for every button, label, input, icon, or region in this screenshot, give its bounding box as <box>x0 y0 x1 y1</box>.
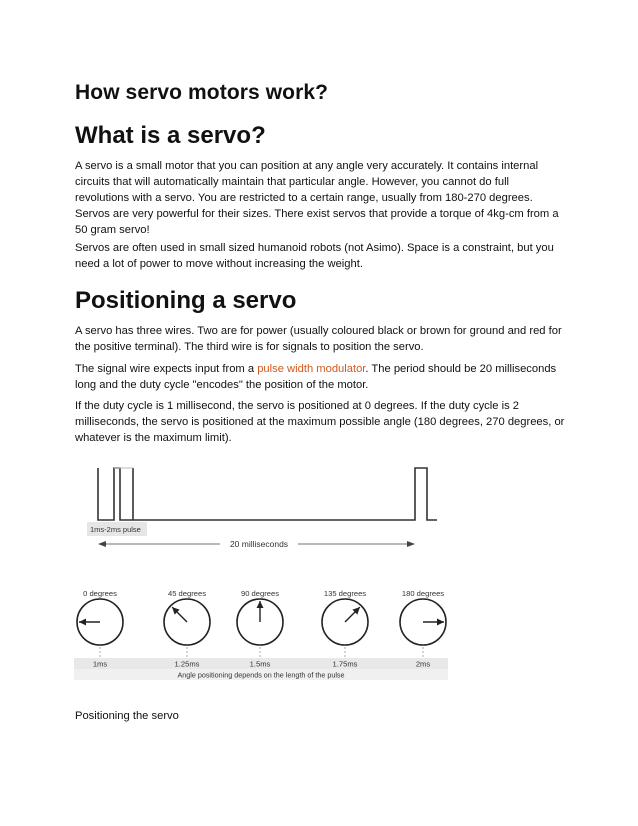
period-label: 20 milliseconds <box>229 539 289 549</box>
dial-time-label: 2ms <box>415 659 431 669</box>
page-title: How servo motors work? <box>75 81 329 104</box>
servo-pulse-diagram <box>70 462 460 687</box>
dial-angle-label: 135 degrees <box>323 589 367 598</box>
pulse-label: 1ms-2ms pulse <box>90 525 141 534</box>
pwm-waveform <box>98 468 437 520</box>
paragraph-servo-usage: Servos are often used in small sized humanoid robots (not Asimo). Space is a constraint, but you need a lot of power to move without increasing the weight. <box>75 242 554 270</box>
dial-angle-label: 90 degrees <box>241 589 279 598</box>
dial-group <box>77 589 446 658</box>
period-arrow-right <box>407 541 415 547</box>
paragraph-duty-cycle: If the duty cycle is 1 millisecond, the servo is positioned at 0 degrees. If the duty cycle is 2 milliseconds, the servo is positioned at the maximum possible angle (180 degrees, 270 degrees, or whatever is the maximum limit). <box>75 400 565 444</box>
dial-time-label: 1.5ms <box>249 659 271 669</box>
figure-caption: Positioning the servo <box>75 710 179 722</box>
dial-angle-label: 45 degrees <box>168 589 206 598</box>
paragraph-servo-definition: A servo is a small motor that you can position at any angle very accurately. It contains internal circuits that will automatically maintain that particular angle. However, you cannot do full revolutions with a servo. You are restricted to a certain range, usually from 180-270 degrees. Servos are very powerful for their sizes. There exist servos that provide a torque of 4kg-cm from a 50 gram servo! <box>75 160 559 236</box>
dial-angle-label: 0 degrees <box>83 589 117 598</box>
dial-time-label: 1ms <box>92 659 108 669</box>
period-arrow-left <box>98 541 106 547</box>
dial-angle-label: 180 degrees <box>401 589 445 598</box>
pwm-link[interactable]: pulse width modulator <box>257 363 366 375</box>
dial-time-label: 1.25ms <box>174 659 200 669</box>
section-heading-positioning: Positioning a servo <box>75 287 297 314</box>
paragraph-text: . The period should be 20 milliseconds long and the duty cycle "encodes" the position of the motor. <box>75 363 557 391</box>
paragraph-text: The signal wire expects input from a <box>75 363 258 375</box>
dial-time-label: 1.75ms <box>332 659 358 669</box>
paragraph-servo-wires: A servo has three wires. Two are for power (usually coloured black or brown for ground and red for the positive terminal). The third wire is for signals to position the servo. <box>75 325 562 353</box>
angle-caption: Angle positioning depends on the length of the pulse <box>177 670 345 680</box>
section-heading-what-is-servo: What is a servo? <box>75 122 266 149</box>
paragraph-signal-wire <box>75 361 565 393</box>
